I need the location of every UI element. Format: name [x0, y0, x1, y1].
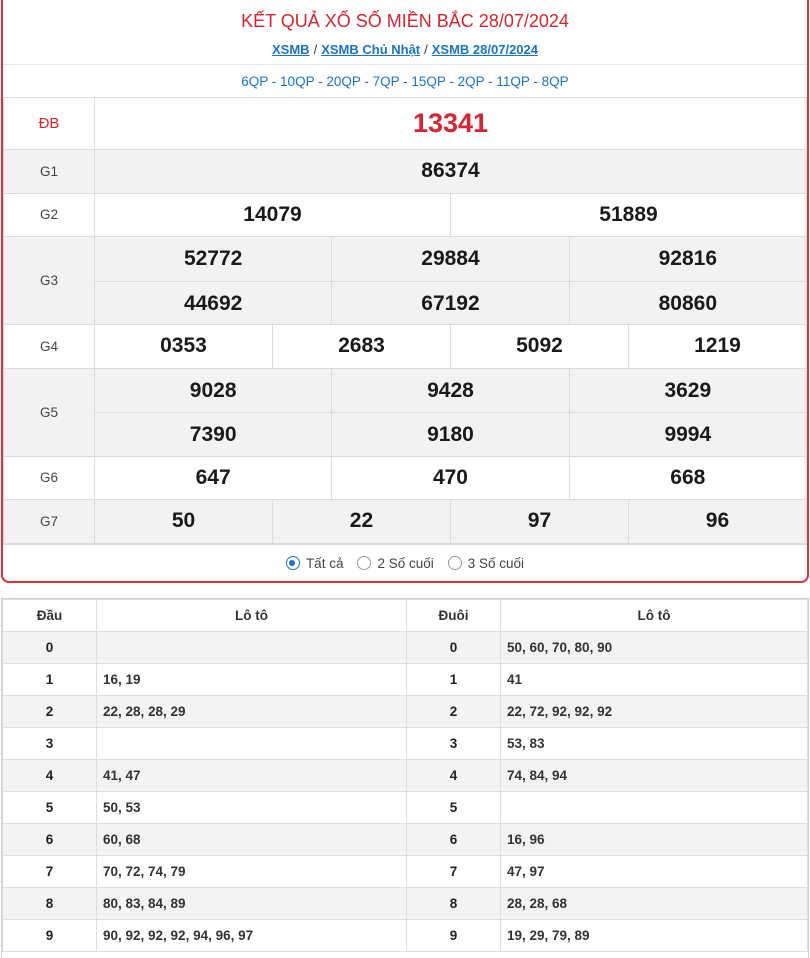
- loto-digit-cell: 3: [407, 728, 501, 760]
- breadcrumb-link-weekday[interactable]: XSMB Chủ Nhật: [321, 42, 421, 57]
- table-row: [3, 824, 808, 856]
- table-row: [3, 728, 808, 760]
- prize-number: 470: [332, 456, 569, 500]
- prize-number: 14079: [95, 193, 451, 237]
- loto-digit-cell: 1: [3, 664, 97, 696]
- table-row: [3, 696, 808, 728]
- breadcrumb: [3, 38, 807, 64]
- loto-header-row: [3, 600, 808, 632]
- loto-values-cell: 90, 92, 92, 92, 94, 96, 97: [97, 920, 407, 952]
- prize-number: 51889: [450, 193, 806, 237]
- prize-row-g1: [4, 150, 807, 194]
- column-header-dau: Đầu: [3, 600, 97, 632]
- loto-values-cell: 50, 53: [97, 792, 407, 824]
- prize-number: 9994: [570, 412, 806, 456]
- prize-number: 50: [95, 500, 273, 544]
- loto-values-cell: 41: [501, 664, 808, 696]
- prize-table: [3, 97, 807, 544]
- loto-digit-cell: 0: [3, 632, 97, 664]
- breadcrumb-link-xsmb[interactable]: XSMB: [272, 42, 310, 57]
- loto-digit-cell: 2: [3, 696, 97, 728]
- prize-row-g2: [4, 193, 807, 237]
- prize-label: G1: [4, 150, 95, 194]
- breadcrumb-link-date[interactable]: XSMB 28/07/2024: [431, 42, 538, 57]
- loto-digit-cell: 4: [407, 760, 501, 792]
- prize-label: G6: [4, 456, 95, 500]
- filter-label: 2 Số cuối: [377, 555, 434, 571]
- prize-number: 44692: [95, 281, 331, 325]
- prize-number: 92816: [658, 247, 718, 270]
- radio-icon[interactable]: [448, 556, 462, 570]
- filter-label: 3 Số cuối: [467, 555, 525, 571]
- prize-label: ĐB: [4, 98, 95, 150]
- prize-number: 9028: [189, 378, 237, 402]
- prize-number: 86374: [95, 150, 807, 194]
- prize-number: 0353: [95, 325, 273, 369]
- loto-values-cell: [97, 632, 407, 664]
- prize-label: G7: [4, 500, 95, 544]
- prize-number: 2683: [272, 325, 450, 369]
- loto-digit-cell: 5: [407, 792, 501, 824]
- column-header-loto: Lô tô: [501, 600, 808, 632]
- prize-label: G4: [4, 325, 95, 369]
- prize-number: 67192: [332, 281, 568, 325]
- result-card: [1, 0, 809, 583]
- prize-number: 80860: [570, 281, 806, 325]
- loto-values-cell: 16, 19: [97, 664, 407, 696]
- prize-number: 647: [95, 456, 332, 500]
- loto-values-cell: 41, 47: [97, 760, 407, 792]
- prize-number: 9428: [427, 378, 474, 402]
- breadcrumb-separator: /: [424, 42, 428, 57]
- table-row: [3, 888, 808, 920]
- digit-filter: [3, 544, 807, 582]
- column-header-loto: Lô tô: [97, 600, 407, 632]
- loto-values-cell: 80, 83, 84, 89: [97, 888, 407, 920]
- loto-digit-cell: 6: [407, 824, 501, 856]
- prize-number: 5092: [450, 325, 628, 369]
- prize-number: 22: [272, 500, 450, 544]
- loto-card: [1, 598, 809, 958]
- loto-values-cell: 70, 72, 74, 79: [97, 856, 407, 888]
- loto-digit-cell: 6: [3, 824, 97, 856]
- prize-label: G2: [4, 193, 95, 237]
- page-title: KẾT QUẢ XỔ SỐ MIỀN BẮC 28/07/2024: [241, 11, 569, 31]
- loto-digit-cell: 8: [407, 888, 501, 920]
- prize-number: 9180: [332, 412, 568, 456]
- prize-number-db: 13341: [95, 98, 807, 150]
- loto-digit-cell: 5: [3, 792, 97, 824]
- loto-values-cell: 60, 68: [97, 824, 407, 856]
- loto-values-cell: [97, 728, 407, 760]
- loto-digit-cell: 2: [407, 696, 501, 728]
- prize-number: 97: [450, 500, 628, 544]
- loto-digit-cell: 9: [3, 920, 97, 952]
- filter-last-3[interactable]: [448, 556, 524, 571]
- prize-row-g7: [4, 500, 807, 544]
- loto-digit-cell: 9: [407, 920, 501, 952]
- prize-row-db: [4, 98, 807, 150]
- filter-all[interactable]: [286, 556, 344, 571]
- loto-values-cell: 74, 84, 94: [501, 760, 808, 792]
- filter-label: Tất cả: [305, 555, 344, 571]
- loto-values-cell: 19, 29, 79, 89: [501, 920, 808, 952]
- filter-last-2[interactable]: [357, 556, 433, 571]
- prize-label: G5: [4, 368, 95, 456]
- special-codes: 6QP - 10QP - 20QP - 7QP - 15QP - 2QP - 11QP - 8QP: [3, 64, 807, 97]
- table-row: [3, 760, 808, 792]
- loto-values-cell: 50, 60, 70, 80, 90: [501, 632, 808, 664]
- loto-digit-cell: 1: [407, 664, 501, 696]
- loto-values-cell: [501, 792, 808, 824]
- prize-row-g3: [4, 237, 807, 325]
- loto-digit-cell: 0: [407, 632, 501, 664]
- loto-values-cell: 47, 97: [501, 856, 808, 888]
- loto-values-cell: 22, 28, 28, 29: [97, 696, 407, 728]
- table-row: [3, 920, 808, 952]
- loto-digit-cell: 4: [3, 760, 97, 792]
- loto-values-cell: 28, 28, 68: [501, 888, 808, 920]
- prize-row-g6: [4, 456, 807, 500]
- prize-row-g4: [4, 325, 807, 369]
- prize-label: G3: [4, 237, 95, 325]
- radio-icon[interactable]: [357, 556, 371, 570]
- prize-number: 29884: [421, 247, 480, 270]
- loto-digit-cell: 3: [3, 728, 97, 760]
- prize-number: 1219: [628, 325, 806, 369]
- loto-digit-cell: 7: [3, 856, 97, 888]
- prize-number: 52772: [183, 247, 243, 270]
- table-row: [3, 632, 808, 664]
- radio-selected-icon[interactable]: [286, 556, 300, 570]
- table-row: [3, 792, 808, 824]
- loto-values-cell: 22, 72, 92, 92, 92: [501, 696, 808, 728]
- loto-values-cell: 53, 83: [501, 728, 808, 760]
- loto-digit-cell: 7: [407, 856, 501, 888]
- column-header-duoi: Đuôi: [407, 600, 501, 632]
- table-row: [3, 856, 808, 888]
- prize-number: 7390: [95, 412, 331, 456]
- prize-number: 3629: [664, 378, 712, 402]
- loto-values-cell: 16, 96: [501, 824, 808, 856]
- table-row: [3, 664, 808, 696]
- prize-number: 668: [569, 456, 806, 500]
- loto-digit-cell: 8: [3, 888, 97, 920]
- breadcrumb-separator: /: [313, 42, 318, 57]
- prize-row-g5: [4, 368, 807, 456]
- prize-number: 96: [628, 500, 806, 544]
- loto-table: [2, 599, 808, 952]
